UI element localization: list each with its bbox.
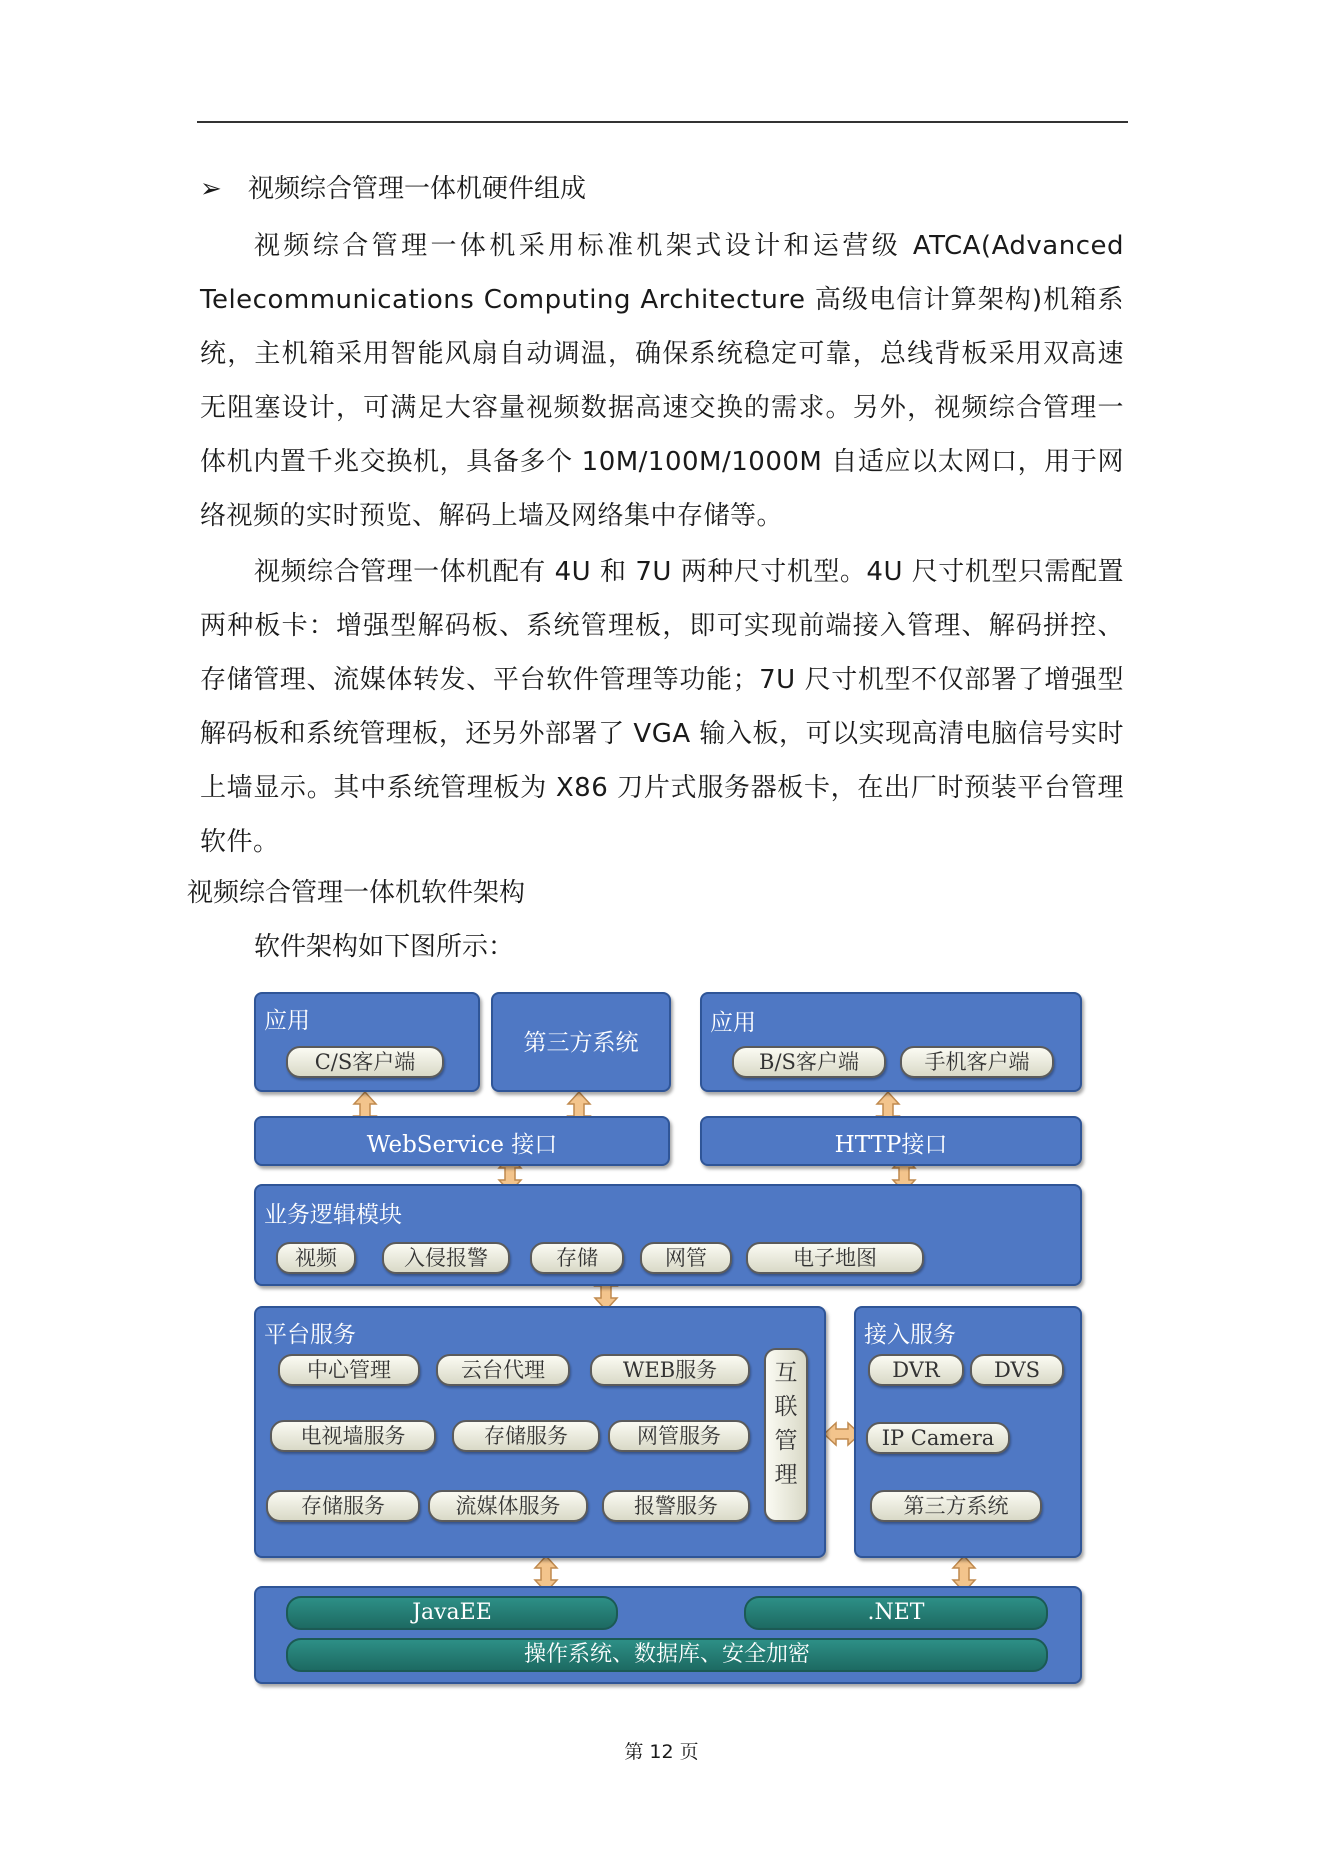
business-item-intrusion-alarm: 入侵报警 (382, 1242, 510, 1274)
platform-item-network-service: 网管服务 (608, 1420, 750, 1452)
app-right-box (700, 992, 1082, 1092)
business-item-video: 视频 (276, 1242, 356, 1274)
app-left-title: 应用 (264, 1008, 310, 1034)
platform-services-box (254, 1306, 826, 1558)
access-services-title: 接入服务 (864, 1322, 956, 1348)
base-layer-box (254, 1586, 1082, 1684)
subheading: 视频综合管理一体机软件架构 (187, 878, 526, 908)
platform-item-ptz-proxy: 云台代理 (436, 1354, 570, 1386)
webservice-box (254, 1116, 670, 1166)
bs-client-pill: B/S客户端 (732, 1046, 886, 1078)
platform-item-storage-service: 存储服务 (452, 1420, 600, 1452)
access-services-box (854, 1306, 1082, 1558)
software-architecture-diagram (254, 990, 1080, 1688)
access-item-dvr: DVR (868, 1354, 964, 1386)
os-db-security-bar: 操作系统、数据库、安全加密 (286, 1638, 1048, 1672)
platform-item-tv-wall: 电视墙服务 (270, 1420, 436, 1452)
page-number: 第 12 页 (624, 1741, 699, 1763)
third-party-top-box (491, 992, 671, 1092)
platform-item-storage-service-2: 存储服务 (266, 1490, 420, 1522)
access-item-ip-camera: IP Camera (866, 1422, 1010, 1454)
business-logic-box (254, 1184, 1082, 1286)
section-heading: ➢ 视频综合管理一体机硬件组成 (200, 174, 587, 204)
webservice-title: WebService 接口 (366, 1132, 558, 1158)
business-item-network-mgmt: 网管 (640, 1242, 732, 1274)
platform-item-web-service: WEB服务 (590, 1354, 750, 1386)
business-logic-title: 业务逻辑模块 (264, 1202, 402, 1228)
third-party-top-title: 第三方系统 (523, 1030, 639, 1056)
platform-item-streaming: 流媒体服务 (428, 1490, 588, 1522)
diagram-caption: 软件架构如下图所示： (254, 932, 515, 962)
app-left-box (254, 992, 480, 1092)
access-item-dvs: DVS (970, 1354, 1064, 1386)
platform-item-center-mgmt: 中心管理 (278, 1354, 420, 1386)
platform-services-title: 平台服务 (264, 1322, 356, 1348)
platform-item-alarm-service: 报警服务 (602, 1490, 750, 1522)
app-right-title: 应用 (710, 1010, 756, 1036)
http-box (700, 1116, 1082, 1166)
http-title: HTTP接口 (834, 1132, 948, 1158)
paragraph-2: 视频综合管理一体机配有 4U 和 7U 两种尺寸机型。4U 尺寸机型只需配置两种板卡：增强型解码板、系统管理板，即可实现前端接入管理、解码拼控、存储管理、流媒体转发、平台软件管理等功能；7U 尺寸机型不仅部署了增强型解码板和系统管理板，还另外部署了 VGA 输入板，可以实现高清电脑信号实时上墙显示。其中系统管理板为 X86 刀片式服务器板卡，在出厂时预装平台管理软件。 (200, 557, 1124, 857)
dotnet-bar: .NET (744, 1596, 1048, 1630)
arrow-bullet-icon: ➢ (200, 174, 222, 204)
paragraph-1: 视频综合管理一体机采用标准机架式设计和运营级 ATCA(Advanced Telecommunications Computing Architecture 高级电信计算架构)机箱系统，主机箱采用智能风扇自动调温，确保系统稳定可靠，总线背板采用双高速无阻塞设计，可满足大容量视频数据高速交换的需求。另外，视频综合管理一体机内置千兆交换机，具备多个 10M/100M/1000M 自适应以太网口，用于网络视频的实时预览、解码上墙及网络集中存储等。 (200, 231, 1124, 531)
interconnect-mgmt-pill: 互 联 管 理 (764, 1348, 808, 1522)
javaee-bar: JavaEE (286, 1596, 618, 1630)
mobile-client-pill: 手机客户端 (900, 1046, 1054, 1078)
access-item-third-party: 第三方系统 (870, 1490, 1042, 1522)
cs-client-pill: C/S客户端 (286, 1046, 444, 1078)
business-item-e-map: 电子地图 (746, 1242, 924, 1274)
header-rule (197, 121, 1128, 123)
business-item-storage: 存储 (530, 1242, 624, 1274)
